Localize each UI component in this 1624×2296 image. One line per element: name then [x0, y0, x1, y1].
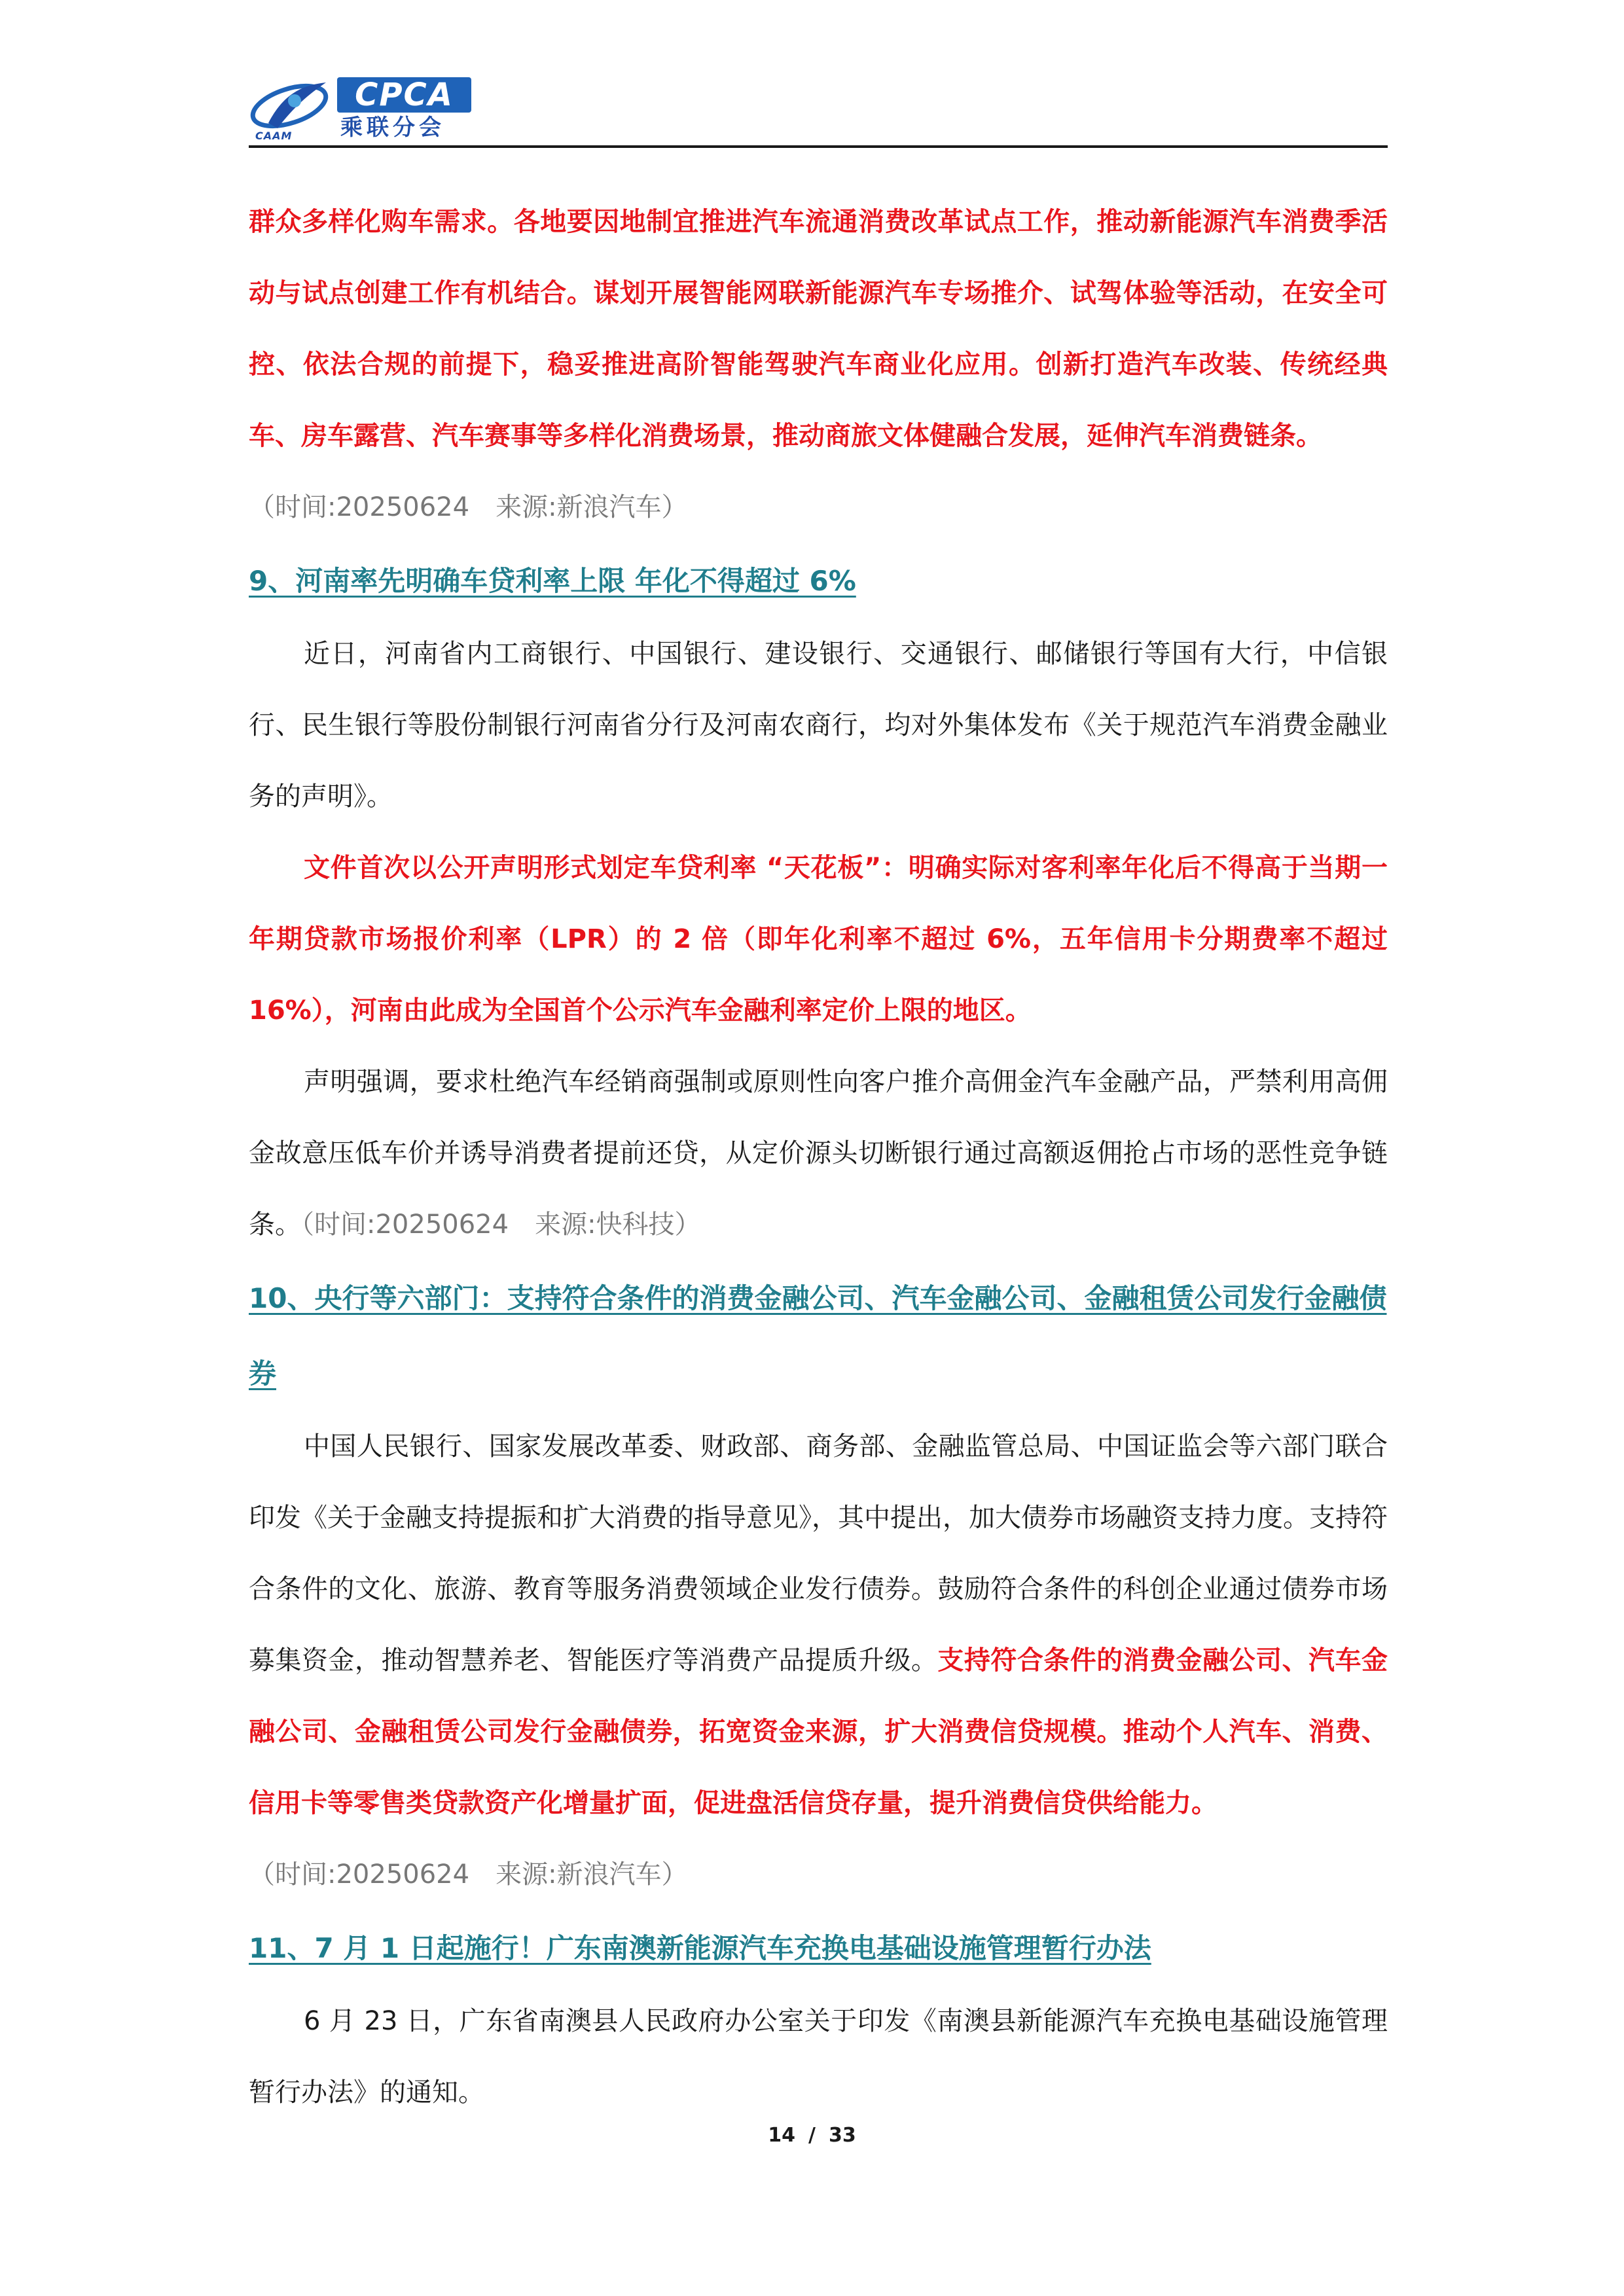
intro-meta: （时间:20250624 来源:新浪汽车） — [249, 492, 688, 522]
section-10-meta: （时间:20250624 来源:新浪汽车） — [249, 1859, 688, 1890]
header-divider — [249, 145, 1388, 148]
section-9-heading-text: 9、河南率先明确车贷利率上限 年化不得超过 6% — [249, 565, 856, 597]
logo-cpca-text: CPCA — [337, 77, 471, 113]
page-separator: / — [808, 2124, 816, 2147]
page-number — [0, 2124, 1624, 2147]
section-9-heading — [249, 543, 1388, 619]
section-11-heading-text: 11、7 月 1 日起施行！广东南澳新能源汽车充换电基础设施管理暂行办法 — [249, 1932, 1151, 1964]
section-10-paragraph-1-red: 支持符合条件的消费金融公司、汽车金融公司、金融租赁公司发行金融债券，拓宽资金来源，扩大消费信贷规模。推动个人汽车、消费、信用卡等零售类贷款资产化增量扩面，促进盘活信贷存量，提升消费信贷供给能力。 — [249, 1645, 1388, 1818]
section-11-paragraph-1: 6 月 23 日，广东省南澳县人民政府办公室关于印发《南澳县新能源汽车充换电基础设施管理暂行办法》的通知。 — [249, 2006, 1388, 2108]
page-header — [249, 72, 1388, 147]
section-10-paragraph-1 — [249, 1411, 1388, 1839]
logo-subtitle: 乘联分会 — [340, 115, 445, 141]
intro-red-text: 群众多样化购车需求。各地要因地制宜推进汽车流通消费改革试点工作，推动新能源汽车消费季活动与试点创建工作有机结合。谋划开展智能网联新能源汽车专场推介、试驾体验等活动，在安全可控、依法合规的前提下，稳妥推进高阶智能驾驶汽车商业化应用。创新打造汽车改装、传统经典车、房车露营、汽车赛事等多样化消费场景，推动商旅文体健融合发展，延伸汽车消费链条。 — [249, 207, 1388, 451]
cpca-logo — [249, 72, 478, 144]
section-10-heading — [249, 1261, 1388, 1411]
section-9-paragraph-3 — [249, 1047, 1388, 1261]
section-9-meta: （时间:20250624 来源:快科技） — [301, 1210, 701, 1240]
logo-mark-text: CAAM — [255, 130, 293, 142]
current-page: 14 — [768, 2124, 796, 2147]
section-9-paragraph-3-text: 声明强调，要求杜绝汽车经销商强制或原则性向客户推介高佣金汽车金融产品，严禁利用高佣金故意压低车价并诱导消费者提前还贷，从定价源头切断银行通过高额返佣抢占市场的恶性竞争链条。 — [249, 1067, 1388, 1240]
section-10-heading-text: 10、央行等六部门：支持符合条件的消费金融公司、汽车金融公司、金融租赁公司发行金融债券 — [249, 1282, 1387, 1390]
section-11-heading — [249, 1910, 1388, 1986]
total-pages: 33 — [828, 2124, 856, 2147]
intro-paragraph — [249, 187, 1388, 472]
section-9-paragraph-1: 近日，河南省内工商银行、中国银行、建设银行、交通银行、邮储银行等国有大行，中信银行、民生银行等股份制银行河南省分行及河南农商行，均对外集体发布《关于规范汽车消费金融业务的声明》。 — [249, 639, 1388, 812]
document-body — [249, 187, 1388, 2128]
section-9-paragraph-2: 文件首次以公开声明形式划定车贷利率 “天花板”：明确实际对客利率年化后不得高于当期一年期贷款市场报价利率（LPR）的 2 倍（即年化利率不超过 6%，五年信用卡分期费率不超过 16%），河南由此成为全国首个公示汽车金融利率定价上限的地区。 — [249, 853, 1388, 1026]
section-10-paragraph-1-text: 中国人民银行、国家发展改革委、财政部、商务部、金融监管总局、中国证监会等六部门联合印发《关于金融支持提振和扩大消费的指导意见》，其中提出，加大债券市场融资支持力度。支持符合条件的文化、旅游、教育等服务消费领域企业发行债券。鼓励符合条件的科创企业通过债券市场募集资金，推动智慧养老、智能医疗等消费产品提质升级。 — [249, 1431, 1388, 1676]
